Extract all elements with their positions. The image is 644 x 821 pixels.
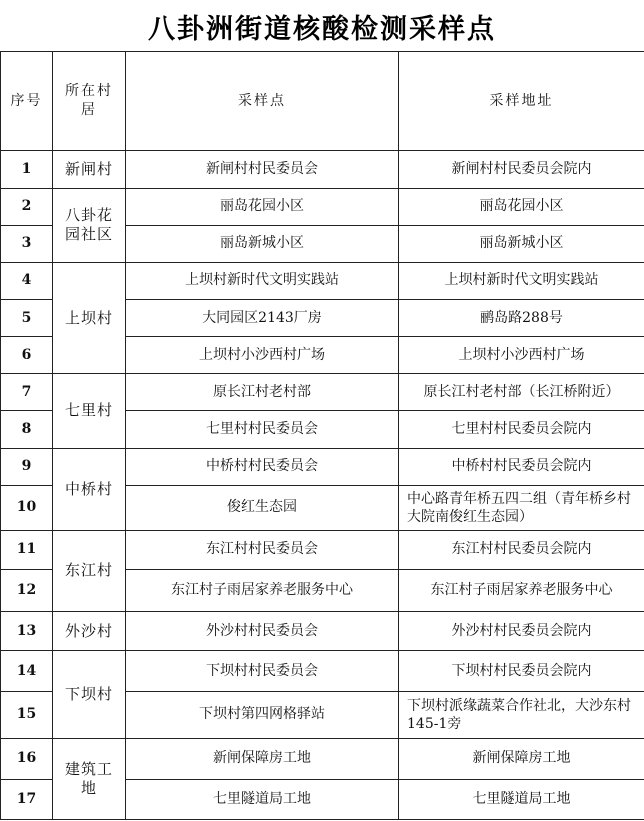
- address-cell: 七里村村民委员会院内: [399, 411, 644, 448]
- row-number: 10: [1, 485, 53, 530]
- table-row: [1, 374, 644, 411]
- village-cell: 新闸村: [53, 151, 126, 188]
- header-address: 采样地址: [399, 52, 644, 151]
- site-cell: 上坝村新时代文明实践站: [126, 262, 399, 299]
- row-number: 1: [1, 151, 53, 188]
- address-cell: 中桥村村民委员会院内: [399, 448, 644, 485]
- row-number: 2: [1, 188, 53, 225]
- row-number: 6: [1, 337, 53, 374]
- table-header-row: [1, 52, 644, 151]
- header-village: 所在村居: [53, 52, 126, 151]
- address-cell: 鹂岛路288号: [399, 299, 644, 336]
- address-cell: 上坝村新时代文明实践站: [399, 262, 644, 299]
- address-cell: 新闸村村民委员会院内: [399, 151, 644, 188]
- site-cell: 下坝村第四网格驿站: [126, 692, 399, 738]
- site-cell: 东江村村民委员会: [126, 530, 399, 569]
- village-cell: 八卦花园社区: [53, 188, 126, 262]
- table-row: [1, 262, 644, 299]
- village-cell: 七里村: [53, 374, 126, 448]
- site-cell: 丽岛新城小区: [126, 225, 399, 262]
- address-cell: 丽岛新城小区: [399, 225, 644, 262]
- row-number: 17: [1, 779, 53, 819]
- row-number: 3: [1, 225, 53, 262]
- address-cell: 原长江村老村部（长江桥附近）: [399, 374, 644, 411]
- table-row: [1, 651, 644, 692]
- address-cell: 外沙村村民委员会院内: [399, 612, 644, 651]
- row-number: 8: [1, 411, 53, 448]
- row-number: 15: [1, 692, 53, 738]
- village-cell: 中桥村: [53, 448, 126, 530]
- address-cell: 七里隧道局工地: [399, 779, 644, 819]
- address-cell: 丽岛花园小区: [399, 188, 644, 225]
- village-cell: 外沙村: [53, 612, 126, 651]
- address-cell: 下坝村派缘蔬菜合作社北，大沙东村145-1旁: [399, 692, 644, 738]
- header-site: 采样点: [126, 52, 399, 151]
- site-cell: 原长江村老村部: [126, 374, 399, 411]
- site-cell: 中桥村村民委员会: [126, 448, 399, 485]
- table-row: [1, 738, 644, 779]
- address-cell: 东江村子雨居家养老服务中心: [399, 569, 644, 611]
- site-cell: 七里隧道局工地: [126, 779, 399, 819]
- village-cell: 建筑工地: [53, 738, 126, 819]
- site-cell: 丽岛花园小区: [126, 188, 399, 225]
- row-number: 5: [1, 299, 53, 336]
- page-title: 八卦洲街道核酸检测采样点: [148, 13, 496, 45]
- table-row: [1, 530, 644, 569]
- site-cell: 下坝村村民委员会: [126, 651, 399, 692]
- address-cell: 下坝村村民委员会院内: [399, 651, 644, 692]
- site-cell: 七里村村民委员会: [126, 411, 399, 448]
- village-cell: 东江村: [53, 530, 126, 611]
- row-number: 11: [1, 530, 53, 569]
- address-cell: 上坝村小沙西村广场: [399, 337, 644, 374]
- address-cell: 东江村村民委员会院内: [399, 530, 644, 569]
- village-cell: 上坝村: [53, 262, 126, 373]
- site-cell: 上坝村小沙西村广场: [126, 337, 399, 374]
- header-index: 序号: [1, 52, 53, 151]
- row-number: 14: [1, 651, 53, 692]
- table-row: [1, 448, 644, 485]
- row-number: 12: [1, 569, 53, 611]
- table-row: [1, 612, 644, 651]
- row-number: 16: [1, 738, 53, 779]
- site-cell: 俊红生态园: [126, 485, 399, 530]
- site-cell: 新闸保障房工地: [126, 738, 399, 779]
- site-cell: 新闸村村民委员会: [126, 151, 399, 188]
- village-cell: 下坝村: [53, 651, 126, 738]
- sampling-sites-table: [0, 51, 644, 820]
- site-cell: 外沙村村民委员会: [126, 612, 399, 651]
- address-cell: 新闸保障房工地: [399, 738, 644, 779]
- row-number: 9: [1, 448, 53, 485]
- row-number: 4: [1, 262, 53, 299]
- site-cell: 东江村子雨居家养老服务中心: [126, 569, 399, 611]
- row-number: 7: [1, 374, 53, 411]
- site-cell: 大同园区2143厂房: [126, 299, 399, 336]
- address-cell: 中心路青年桥五四二组（青年桥乡村大院南俊红生态园）: [399, 485, 644, 530]
- row-number: 13: [1, 612, 53, 651]
- table-row: [1, 188, 644, 225]
- table-row: [1, 151, 644, 188]
